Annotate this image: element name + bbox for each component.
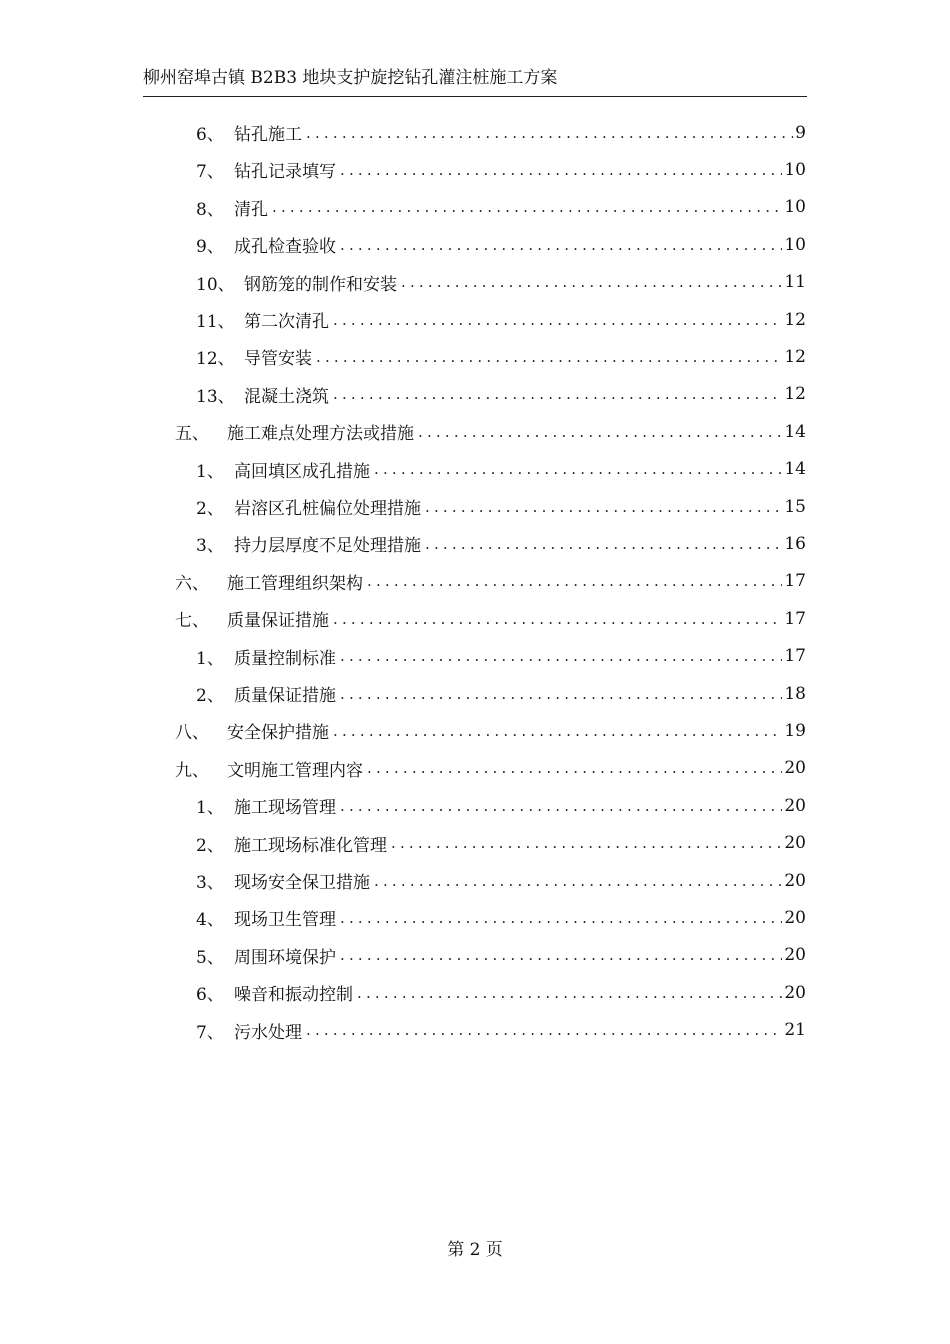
toc-dot-leader [340, 684, 782, 704]
toc-dot-leader [340, 160, 782, 180]
toc-entry-title: 施工管理组织架构 [227, 573, 363, 594]
toc-dot-leader [333, 609, 782, 629]
toc-entry-page: 20 [784, 870, 806, 891]
toc-entry-page: 14 [784, 459, 806, 480]
toc-entry-number: 6、 [196, 985, 224, 1006]
toc-entry-page: 17 [784, 646, 806, 667]
toc-dot-leader [340, 796, 782, 816]
toc-entry[interactable] [175, 600, 806, 637]
toc-dot-leader [357, 983, 782, 1003]
toc-dot-leader [391, 833, 782, 853]
toc-entry-title: 现场安全保卫措施 [234, 873, 370, 893]
toc-entry-number: 7、 [196, 162, 224, 183]
toc-entry[interactable] [196, 787, 806, 824]
toc-dot-leader [367, 571, 782, 591]
toc-dot-leader [316, 347, 782, 367]
toc-entry-page: 12 [784, 309, 806, 330]
toc-entry-title: 混凝土浇筑 [244, 386, 329, 407]
toc-entry-title: 钻孔记录填写 [234, 162, 336, 183]
toc-entry[interactable] [175, 750, 806, 787]
toc-entry-title: 施工难点处理方法或措施 [227, 424, 414, 445]
toc-entry-page: 10 [784, 197, 806, 218]
toc-entry-number: 6、 [196, 125, 224, 145]
toc-entry-title: 第二次清孔 [244, 312, 329, 332]
toc-entry-number: 4、 [196, 910, 224, 931]
toc-entry-title: 清孔 [234, 199, 268, 220]
toc-entry-title: 现场卫生管理 [234, 910, 336, 931]
toc-entry-number: 9、 [196, 237, 224, 258]
toc-entry-page: 11 [784, 272, 806, 293]
toc-entry-number: 7、 [196, 1022, 224, 1043]
toc-entry-number: 10、 [196, 274, 235, 295]
toc-entry-number: 13、 [196, 386, 235, 407]
toc-entry-title: 施工现场管理 [234, 798, 336, 819]
toc-entry[interactable] [196, 825, 806, 862]
toc-dot-leader [340, 908, 782, 928]
toc-entry-title: 污水处理 [234, 1022, 302, 1043]
toc-entry[interactable] [196, 264, 806, 301]
toc-entry-title: 噪音和振动控制 [234, 985, 353, 1006]
toc-entry-page: 17 [784, 571, 806, 592]
toc-dot-leader [374, 871, 782, 891]
toc-entry-page: 10 [784, 234, 806, 255]
toc-dot-leader [401, 272, 782, 292]
toc-dot-leader [374, 459, 782, 479]
toc-entry-page: 17 [784, 608, 806, 629]
toc-entry[interactable] [196, 525, 806, 562]
toc-entry[interactable] [175, 712, 806, 749]
toc-entry-number: 五、 [175, 424, 209, 445]
toc-entry-title: 岩溶区孔桩偏位处理措施 [234, 499, 421, 519]
toc-dot-leader [306, 1020, 782, 1040]
toc-entry[interactable] [175, 413, 806, 450]
toc-entry-number: 11、 [196, 312, 235, 332]
toc-entry-number: 3、 [196, 536, 224, 557]
toc-entry-page: 21 [784, 1020, 806, 1041]
toc-entry[interactable] [196, 488, 806, 525]
toc-entry[interactable] [196, 301, 806, 338]
toc-entry-number: 3、 [196, 873, 224, 893]
toc-entry-number: 1、 [196, 648, 224, 669]
toc-entry[interactable] [196, 675, 806, 712]
toc-dot-leader [425, 497, 782, 517]
toc-entry-number: 1、 [196, 798, 224, 819]
toc-entry[interactable] [196, 974, 806, 1011]
toc-entry[interactable] [196, 937, 806, 974]
document-title: 柳州窑埠古镇 B2B3 地块支护旋挖钻孔灌注桩施工方案 [143, 68, 558, 88]
toc-entry-page: 20 [784, 945, 806, 966]
toc-entry-page: 20 [784, 795, 806, 816]
toc-entry-title: 成孔检查验收 [234, 237, 336, 258]
toc-entry-title: 质量保证措施 [234, 686, 336, 706]
toc-entry-number: 8、 [196, 199, 224, 220]
page-number: 第 2 页 [447, 1240, 503, 1260]
toc-dot-leader [306, 123, 793, 143]
toc-dot-leader [272, 197, 782, 217]
toc-dot-leader [340, 945, 782, 965]
page-footer [0, 1238, 950, 1262]
toc-entry-number: 八、 [175, 723, 209, 744]
toc-entry-number: 2、 [196, 499, 224, 519]
toc-entry-number: 2、 [196, 835, 224, 856]
toc-entry-page: 20 [784, 758, 806, 779]
toc-entry-number: 12、 [196, 349, 235, 370]
toc-entry-title: 钢筋笼的制作和安装 [244, 274, 397, 295]
toc-entry-page: 12 [784, 346, 806, 367]
toc-entry-title: 质量控制标准 [234, 648, 336, 669]
toc-entry-title: 文明施工管理内容 [227, 760, 363, 781]
toc-entry-page: 12 [784, 384, 806, 405]
toc-entry-number: 2、 [196, 686, 224, 706]
toc-entry[interactable] [196, 1012, 806, 1049]
toc-entry[interactable] [175, 563, 806, 600]
toc-entry[interactable] [196, 899, 806, 936]
toc-entry-title: 周围环境保护 [234, 947, 336, 968]
page-header [143, 66, 807, 97]
toc-entry[interactable] [196, 638, 806, 675]
toc-entry[interactable] [196, 338, 806, 375]
toc-dot-leader [340, 235, 782, 255]
toc-entry-page: 10 [784, 159, 806, 180]
toc-dot-leader [425, 534, 782, 554]
toc-entry-page: 15 [784, 496, 806, 517]
toc-entry[interactable] [196, 862, 806, 899]
toc-entry-page: 19 [784, 720, 806, 741]
toc-dot-leader [333, 310, 782, 330]
toc-entry-page: 20 [784, 833, 806, 854]
toc-entry-title: 高回填区成孔措施 [234, 461, 370, 482]
toc-entry[interactable] [196, 451, 806, 488]
toc-entry-page: 9 [795, 122, 806, 143]
toc-entry-title: 施工现场标准化管理 [234, 835, 387, 856]
toc-entry[interactable] [196, 151, 806, 188]
toc-entry[interactable] [196, 114, 806, 151]
toc-entry[interactable] [196, 376, 806, 413]
toc-entry-page: 14 [784, 421, 806, 442]
toc-entry-page: 20 [784, 907, 806, 928]
toc-entry-title: 质量保证措施 [227, 611, 329, 632]
toc-dot-leader [418, 422, 782, 442]
toc-dot-leader [333, 721, 782, 741]
toc-dot-leader [340, 646, 782, 666]
toc-entry-title: 钻孔施工 [234, 125, 302, 145]
toc-dot-leader [367, 758, 782, 778]
toc-entry-page: 20 [784, 982, 806, 1003]
toc-entry-page: 16 [784, 533, 806, 554]
toc-entry-title: 安全保护措施 [227, 723, 329, 744]
toc-entry-title: 导管安装 [244, 349, 312, 370]
toc-entry-page: 18 [784, 683, 806, 704]
toc-entry-number: 5、 [196, 947, 224, 968]
toc-entry-number: 1、 [196, 461, 224, 482]
toc-dot-leader [333, 384, 782, 404]
toc-entry-number: 六、 [175, 573, 209, 594]
toc-entry[interactable] [196, 189, 806, 226]
toc-entry-title: 持力层厚度不足处理措施 [234, 536, 421, 557]
toc-entry-number: 七、 [175, 611, 209, 632]
toc-entry[interactable] [196, 226, 806, 263]
toc-entry-number: 九、 [175, 760, 209, 781]
